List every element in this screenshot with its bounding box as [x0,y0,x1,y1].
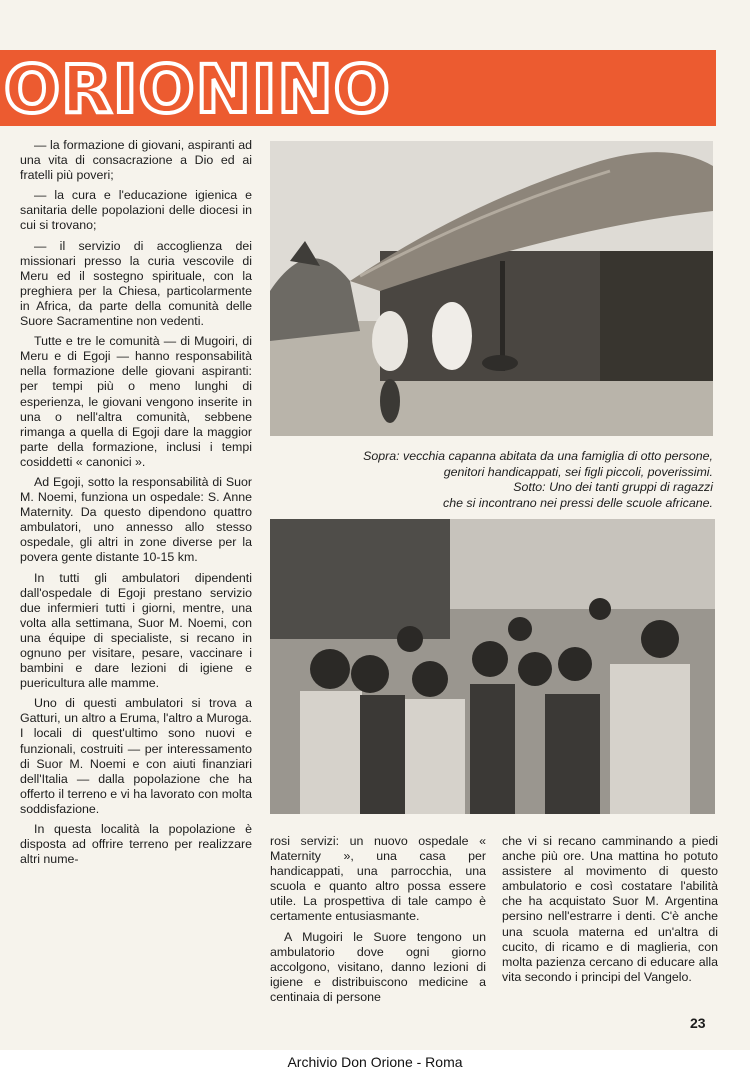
page-number: 23 [690,1015,706,1031]
paragraph: Tutte e tre le comunità — di Mugoiri, di Meru e di Egoji — hanno responsabilità nella formazione delle giovani aspiranti: per tempi più o meno lunghi di esperienza, le giovani vengono inserite in una o nell'altra comunità, sebbene rimanga a quella di Egoji dare la maggior parte della formazione, inclusi i tempi cosiddetti « canonici ». [20,334,252,469]
paragraph: — la formazione di giovani, aspiranti ad una vita di consacrazione a Dio ed ai fratelli più poveri; [20,138,252,183]
paragraph: Ad Egoji, sotto la responsabilità di Suor M. Noemi, funziona un ospedale: S. Anne Maternity. Da questo dipendono quattro ambulatori, uno annesso allo stesso ospedale, gli altri in zone diverse per la povera gente distante 10-15 km. [20,474,252,565]
paragraph: che vi si recano camminando a piedi anche più ore. Una mattina ho potuto assistere al movimento di questo ambulatorio e così costatare l'abilità che ha acquistato Suor M. Argentina persino nell'estrarre i denti. C'è anche una scuola materna ed un'altra di cucito, di ricamo e di maglieria, con molta pazienza cercano di educare alla vita secondo i principi del Vangelo. [502,834,718,984]
hut-photo [270,141,713,436]
paragraph: rosi servizi: un nuovo ospedale « Maternity », una casa per handicappati, una parrocchia, una scuola e quanto altro possa essere utile. La prospettiva di tale campo è certamente entusiasmante. [270,834,486,924]
text-column-3 [502,834,718,990]
paragraph: — il servizio di accoglienza dei missionari presso la curia vescovile di Meru ed il sostegno spirituale, con la preghiera per la Chiesa, particolarmente in Africa, da parte della comunità delle Suore Sacramentine non vedenti. [20,238,252,329]
caption-line: genitori handicappati, sei figli piccoli, poverissimi. [443,464,713,479]
page-title: ORIONINO [4,51,391,128]
caption-line: Sopra: vecchia capanna abitata da una famiglia di otto persone, [363,449,713,463]
paragraph: In questa località la popolazione è disposta ad offrire terreno per realizzare altri nume- [20,822,252,867]
paragraph: — la cura e l'educazione igienica e sanitaria delle popolazioni delle diocesi in cui si trovano; [20,188,252,233]
archive-footer: Archivio Don Orione - Roma [0,1050,750,1075]
text-column-2 [270,834,486,1010]
paragraph: In tutti gli ambulatori dipendenti dall'ospedale di Egoji prestano servizio due infermieri tutti i giorni, mentre, una volta alla settimana, Suor M. Noemi, con una équipe di specialiste, si recano in ognuno per visitare, pesare, vaccinare i bambini e dare lezioni di igiene e puericultura alle mamme. [20,570,252,691]
children-group-photo [270,519,715,814]
caption-line: che si incontrano nei pressi delle scuole africane. [443,495,713,510]
paragraph: A Mugoiri le Suore tengono un ambulatorio dove ogni giorno accolgono, visitano, danno lezioni di igiene e distribuiscono medicine a centinaia di persone [270,929,486,1004]
caption-line: Sotto: Uno dei tanti gruppi di ragazzi [513,480,713,494]
photo-caption [270,449,713,511]
text-column-1 [20,138,252,872]
paragraph: Uno di questi ambulatori si trova a Gatturi, un altro a Eruma, l'altro a Muroga. I locali di quest'ultimo sono nuovi e funzionali, costruiti — per interessamento di Suor M. Noemi e con aiuti finanziari dell'Italia — dalla popolazione che ha offerto il terreno e vi ha lavorato con molta soddisfazione. [20,696,252,816]
